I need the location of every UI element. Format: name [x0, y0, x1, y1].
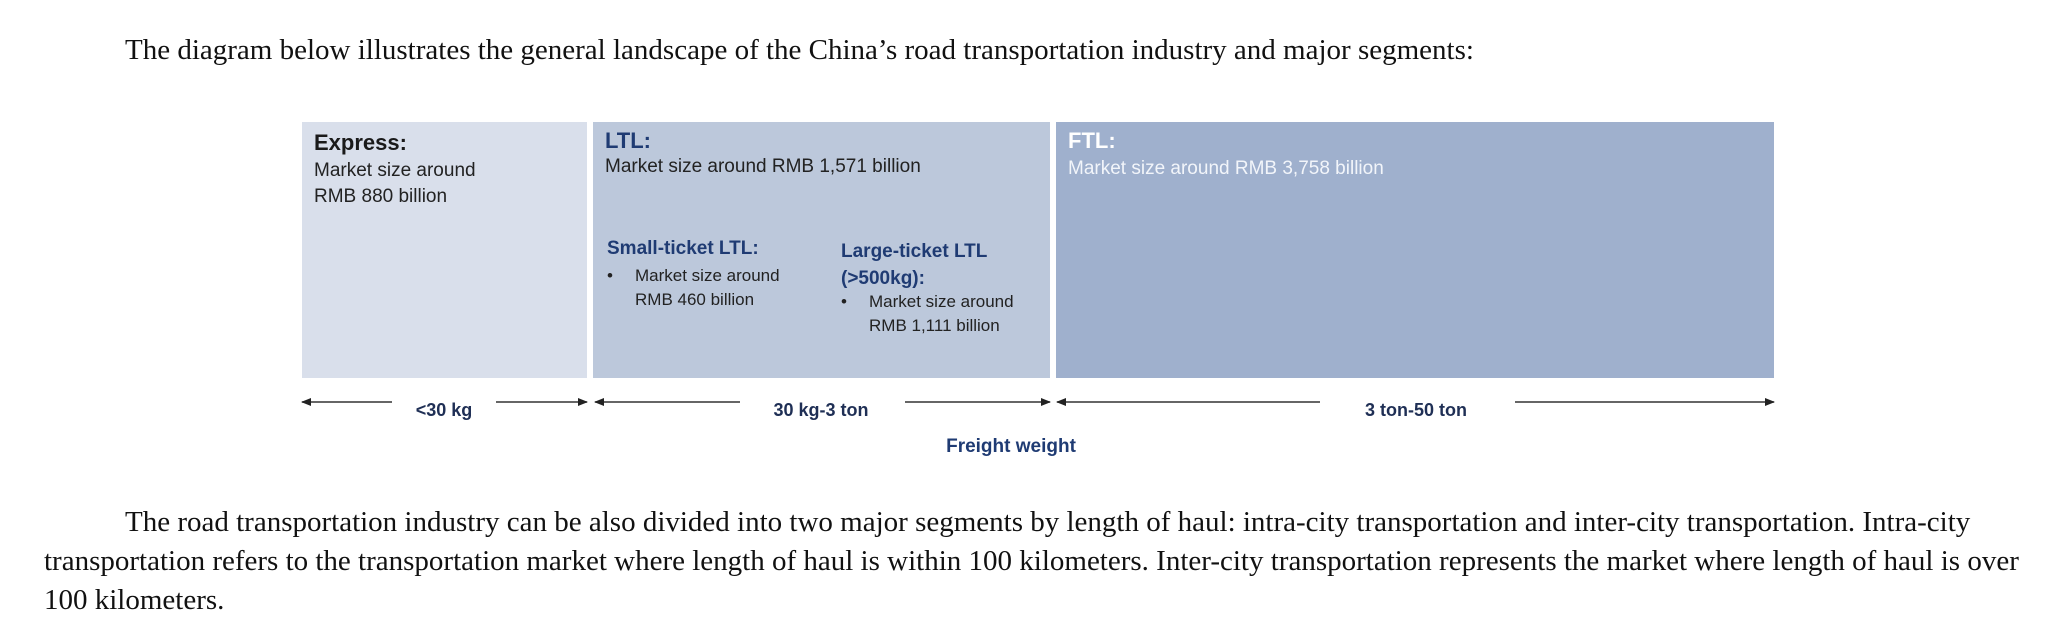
freight-weight-axis	[0, 380, 2048, 480]
range-label-ftl: 3 ton-50 ton	[1365, 400, 1467, 420]
bullet-marker: •	[607, 266, 613, 285]
intro-text: The diagram below illustrates the general landscape of the China’s road transportation industry and major segments:	[125, 34, 1474, 66]
large-ticket-ltl-title	[841, 238, 1041, 292]
freight-weight-label: Freight weight	[946, 436, 1076, 457]
large-ticket-title-line2: (>500kg):	[841, 268, 925, 289]
large-ticket-bullet-line1: Market size around	[869, 292, 1014, 311]
ftl-description: Market size around RMB 3,758 billion	[1068, 158, 1384, 179]
express-description-line2: RMB 880 billion	[314, 186, 448, 207]
ltl-description: Market size around RMB 1,571 billion	[605, 156, 921, 177]
ftl-title: FTL:	[1068, 128, 1116, 153]
express-segment-box	[302, 122, 587, 378]
express-title: Express:	[314, 130, 407, 155]
large-ticket-ltl-bullet	[841, 290, 1046, 338]
bullet-marker: •	[841, 292, 847, 311]
express-description-line1: Market size around	[314, 160, 476, 181]
ltl-title: LTL:	[605, 128, 652, 153]
small-ticket-ltl-bullet	[607, 264, 817, 312]
weight-range-arrows	[0, 380, 2048, 430]
body-paragraph-text: The road transportation industry can be also divided into two major segments by length of haul: intra-city transportation and inter-city transportation. Intra-city transportation refers to the transportation market where length of haul is within 100 kilometers. Inter-city transportation represents the market where length of haul is over 100 kilometers.	[44, 506, 2019, 616]
range-label-ltl: 30 kg-3 ton	[773, 400, 869, 420]
large-ticket-bullet-line2: RMB 1,111 billion	[869, 316, 1000, 335]
small-ticket-bullet-line1: Market size around	[635, 266, 780, 285]
body-paragraph	[44, 503, 2024, 620]
express-description	[314, 158, 564, 210]
range-label-express: <30 kg	[415, 400, 473, 420]
ltl-segment-box	[593, 122, 1050, 378]
ftl-segment-box	[1056, 122, 1774, 378]
small-ticket-ltl-title: Small-ticket LTL:	[607, 238, 759, 259]
small-ticket-bullet-line2: RMB 460 billion	[635, 290, 755, 309]
large-ticket-title-line1: Large-ticket LTL	[841, 241, 988, 262]
